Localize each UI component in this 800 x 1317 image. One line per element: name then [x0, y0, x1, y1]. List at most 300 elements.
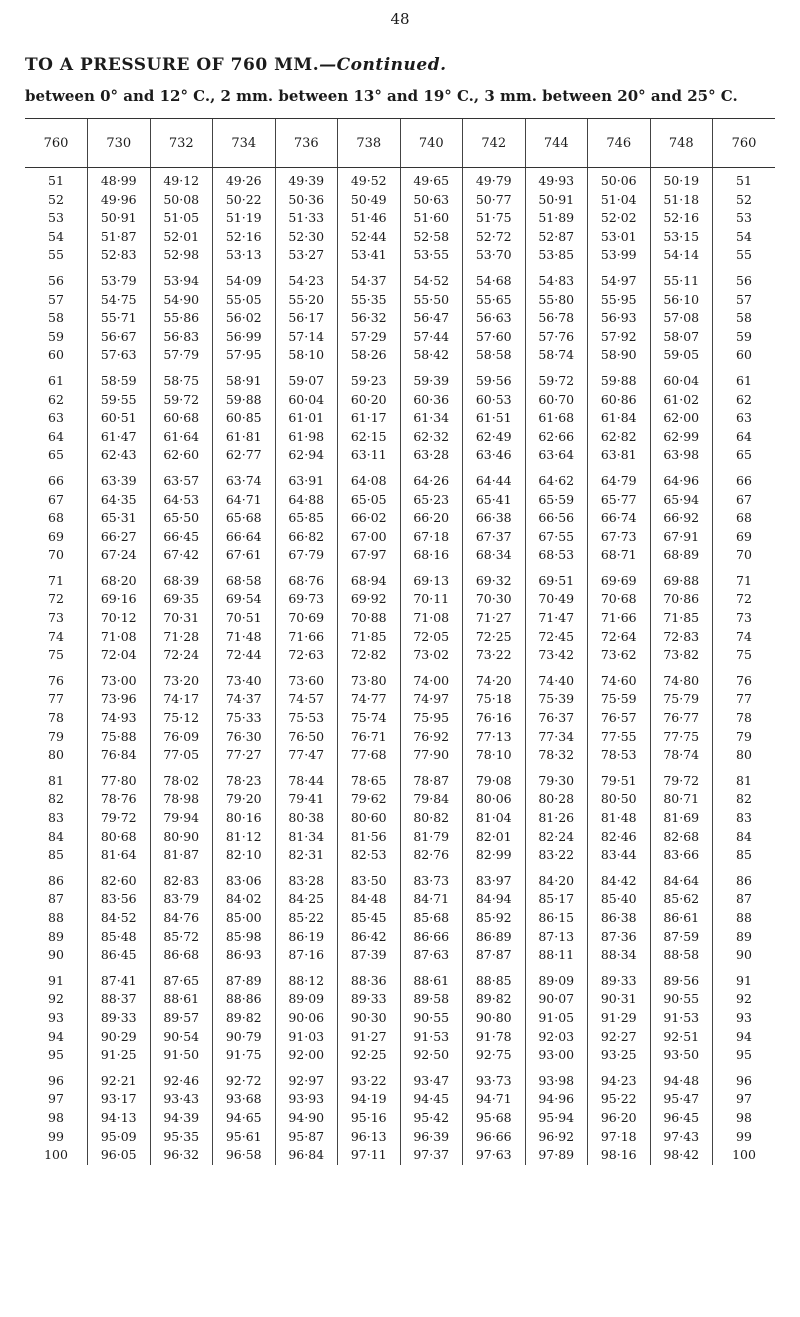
table-cell: 79·41 [275, 790, 338, 809]
table-cell: 50·77 [463, 191, 526, 210]
table-cell: 83·73 [400, 865, 463, 891]
table-cell: 51·87 [88, 228, 151, 247]
table-row [25, 168, 775, 191]
table-cell: 57·76 [525, 328, 588, 347]
row-label-cell: 77 [48, 691, 64, 707]
row-label-cell: 83 [713, 809, 776, 828]
table-cell: 83·50 [338, 865, 401, 891]
table-cell: 71·28 [150, 628, 213, 647]
table-cell: 65·31 [88, 509, 151, 528]
table-cell: 51·18 [650, 191, 713, 210]
table-row [25, 890, 775, 909]
table-row [25, 428, 775, 447]
row-label-cell: 91 [713, 965, 776, 991]
table-cell: 79·08 [463, 765, 526, 791]
table-row [25, 1065, 775, 1091]
table-cell: 71·08 [88, 628, 151, 647]
table-row [25, 746, 775, 765]
table-cell: 59·05 [650, 346, 713, 365]
table-cell: 89·82 [463, 990, 526, 1009]
column-header: 734 [213, 119, 276, 168]
table-cell: 62·43 [88, 446, 151, 465]
column-header: 738 [338, 119, 401, 168]
row-label-cell: 99 [713, 1128, 776, 1147]
table-cell: 58·74 [525, 346, 588, 365]
table-cell: 97·11 [338, 1146, 401, 1165]
table-cell: 93·43 [150, 1090, 213, 1109]
table-cell: 69·88 [650, 565, 713, 591]
table-cell: 97·18 [588, 1128, 651, 1147]
table-cell: 91·75 [213, 1046, 276, 1065]
table-cell: 69·13 [400, 565, 463, 591]
table-cell: 85·92 [463, 909, 526, 928]
table-cell: 80·68 [88, 828, 151, 847]
table-row [25, 491, 775, 510]
row-label-cell: 73 [713, 609, 776, 628]
table-cell: 88·61 [400, 965, 463, 991]
table-cell: 93·73 [463, 1065, 526, 1091]
table-cell: 60·04 [275, 391, 338, 410]
table-cell: 71·85 [338, 628, 401, 647]
column-header: 760 [713, 119, 776, 168]
table-cell: 71·47 [525, 609, 588, 628]
table-cell: 52·16 [650, 209, 713, 228]
table-cell: 72·64 [588, 628, 651, 647]
row-label-cell: 60 [713, 346, 776, 365]
table-cell: 79·30 [525, 765, 588, 791]
table-cell: 88·37 [88, 990, 151, 1009]
table-row [25, 909, 775, 928]
table-cell: 66·38 [463, 509, 526, 528]
table-cell: 66·56 [525, 509, 588, 528]
row-label-cell: 68 [48, 510, 64, 526]
table-cell: 82·83 [150, 865, 213, 891]
table-cell: 90·55 [400, 1009, 463, 1028]
table-cell: 86·93 [213, 946, 276, 965]
table-cell: 79·72 [650, 765, 713, 791]
table-cell: 93·17 [88, 1090, 151, 1109]
table-cell: 55·50 [400, 291, 463, 310]
table-cell: 75·12 [150, 709, 213, 728]
table-cell: 54·90 [150, 291, 213, 310]
table-row [25, 965, 775, 991]
table-cell: 49·93 [525, 168, 588, 191]
table-cell: 75·95 [400, 709, 463, 728]
table-cell: 56·17 [275, 309, 338, 328]
row-label-cell: 64 [48, 428, 64, 444]
table-cell: 52·58 [400, 228, 463, 247]
row-label-cell: 90 [713, 946, 776, 965]
table-row [25, 365, 775, 391]
table-cell: 52·02 [588, 209, 651, 228]
table-cell: 59·88 [213, 391, 276, 410]
title-continued: —Continued. [319, 55, 447, 75]
table-cell: 85·22 [275, 909, 338, 928]
table-cell: 82·46 [588, 828, 651, 847]
table-body [25, 168, 775, 1165]
table-row [25, 1146, 775, 1165]
table-cell: 91·53 [650, 1009, 713, 1028]
table-cell: 54·37 [338, 265, 401, 291]
table-cell: 91·03 [275, 1028, 338, 1047]
table-cell: 62·60 [150, 446, 213, 465]
table-cell: 91·05 [525, 1009, 588, 1028]
table-cell: 49·96 [88, 191, 151, 210]
table-row [25, 1109, 775, 1128]
table-cell: 77·47 [275, 746, 338, 765]
table-cell: 52·87 [525, 228, 588, 247]
table-row [25, 528, 775, 547]
row-label-cell: 56 [48, 272, 64, 288]
table-cell: 97·63 [463, 1146, 526, 1165]
row-label-cell: 79 [48, 728, 64, 744]
row-label-cell: 69 [48, 528, 64, 544]
table-cell: 55·71 [88, 309, 151, 328]
table-cell: 78·10 [463, 746, 526, 765]
table-cell: 73·96 [88, 690, 151, 709]
table-cell: 86·15 [525, 909, 588, 928]
table-row [25, 209, 775, 228]
table-cell: 54·83 [525, 265, 588, 291]
table-cell: 87·87 [463, 946, 526, 965]
row-label-cell: 51 [713, 168, 776, 191]
table-cell: 62·82 [588, 428, 651, 447]
row-label-cell: 54 [48, 228, 64, 244]
table-cell: 58·90 [588, 346, 651, 365]
table-cell: 89·56 [650, 965, 713, 991]
table-cell: 77·55 [588, 728, 651, 747]
table-row [25, 646, 775, 665]
table-cell: 63·64 [525, 446, 588, 465]
row-label-cell: 52 [713, 191, 776, 210]
table-cell: 73·02 [400, 646, 463, 665]
row-label-cell: 51 [48, 173, 64, 188]
table-cell: 92·46 [150, 1065, 213, 1091]
table-row [25, 846, 775, 865]
row-label-cell: 92 [713, 990, 776, 1009]
table-cell: 81·87 [150, 846, 213, 865]
table-row [25, 1046, 775, 1065]
row-label-cell: 57 [713, 291, 776, 310]
table-cell: 88·58 [650, 946, 713, 965]
table-cell: 92·27 [588, 1028, 651, 1047]
table-cell: 75·88 [88, 728, 151, 747]
table-cell: 73·00 [88, 665, 151, 691]
table-cell: 53·55 [400, 246, 463, 265]
table-cell: 78·23 [213, 765, 276, 791]
table-cell: 67·18 [400, 528, 463, 547]
table-row [25, 1128, 775, 1147]
table-cell: 84·20 [525, 865, 588, 891]
table-cell: 72·24 [150, 646, 213, 665]
table-cell: 51·19 [213, 209, 276, 228]
table-cell: 50·06 [588, 168, 651, 191]
table-row [25, 328, 775, 347]
table-cell: 52·83 [88, 246, 151, 265]
table-row [25, 228, 775, 247]
table-cell: 58·75 [150, 365, 213, 391]
table-cell: 59·39 [400, 365, 463, 391]
table-cell: 64·88 [275, 491, 338, 510]
table-row [25, 391, 775, 410]
row-label-cell: 98 [713, 1109, 776, 1128]
table-cell: 72·45 [525, 628, 588, 647]
table-cell: 59·23 [338, 365, 401, 391]
table-cell: 75·39 [525, 690, 588, 709]
table-cell: 58·91 [213, 365, 276, 391]
table-cell: 66·82 [275, 528, 338, 547]
table-row [25, 946, 775, 965]
table-cell: 81·56 [338, 828, 401, 847]
row-label-cell: 78 [713, 709, 776, 728]
row-label-cell: 95 [48, 1047, 64, 1063]
table-cell: 52·98 [150, 246, 213, 265]
table-cell: 80·28 [525, 790, 588, 809]
table-row [25, 546, 775, 565]
table-cell: 89·33 [588, 965, 651, 991]
table-cell: 51·04 [588, 191, 651, 210]
table-row [25, 765, 775, 791]
row-label-cell: 57 [48, 291, 64, 307]
table-cell: 96·92 [525, 1128, 588, 1147]
table-cell: 61·17 [338, 409, 401, 428]
table-cell: 60·53 [463, 391, 526, 410]
table-cell: 80·50 [588, 790, 651, 809]
table-cell: 65·05 [338, 491, 401, 510]
table-cell: 67·55 [525, 528, 588, 547]
table-cell: 63·57 [150, 465, 213, 491]
table-cell: 92·72 [213, 1065, 276, 1091]
row-label-cell: 73 [48, 610, 64, 626]
table-cell: 61·47 [88, 428, 151, 447]
table-cell: 66·92 [650, 509, 713, 528]
table-cell: 72·25 [463, 628, 526, 647]
subtitle: between 0° and 12° C., 2 mm. between 13° and 19° C., 3 mm. between 20° and 25° C. [25, 87, 738, 105]
table-cell: 65·41 [463, 491, 526, 510]
table-cell: 71·27 [463, 609, 526, 628]
table-cell: 69·69 [588, 565, 651, 591]
table-cell: 73·82 [650, 646, 713, 665]
table-row [25, 1028, 775, 1047]
table-cell: 58·07 [650, 328, 713, 347]
table-cell: 63·74 [213, 465, 276, 491]
table-cell: 59·55 [88, 391, 151, 410]
table-cell: 55·05 [213, 291, 276, 310]
column-header: 732 [150, 119, 213, 168]
table-cell: 50·22 [213, 191, 276, 210]
table-cell: 59·72 [525, 365, 588, 391]
table-cell: 80·38 [275, 809, 338, 828]
table-cell: 91·78 [463, 1028, 526, 1047]
table-cell: 54·09 [213, 265, 276, 291]
row-label-cell: 63 [713, 409, 776, 428]
table-cell: 56·93 [588, 309, 651, 328]
row-label-cell: 80 [48, 747, 64, 763]
table-cell: 72·04 [88, 646, 151, 665]
table-cell: 94·71 [463, 1090, 526, 1109]
row-label-cell: 70 [48, 547, 64, 563]
table-cell: 83·22 [525, 846, 588, 865]
table-cell: 80·82 [400, 809, 463, 828]
table-cell: 52·01 [150, 228, 213, 247]
table-cell: 71·66 [588, 609, 651, 628]
table-cell: 93·00 [525, 1046, 588, 1065]
table-cell: 50·49 [338, 191, 401, 210]
table-cell: 60·85 [213, 409, 276, 428]
row-label-cell: 89 [713, 928, 776, 947]
table-cell: 86·89 [463, 928, 526, 947]
table-cell: 65·85 [275, 509, 338, 528]
table-cell: 67·91 [650, 528, 713, 547]
table-cell: 63·81 [588, 446, 651, 465]
table-cell: 90·54 [150, 1028, 213, 1047]
table-cell: 67·42 [150, 546, 213, 565]
table-cell: 88·36 [338, 965, 401, 991]
row-label-cell: 62 [48, 391, 64, 407]
table-cell: 69·16 [88, 590, 151, 609]
table-cell: 94·45 [400, 1090, 463, 1109]
table-cell: 62·15 [338, 428, 401, 447]
table-cell: 84·76 [150, 909, 213, 928]
row-label-cell: 87 [713, 890, 776, 909]
table-cell: 53·01 [588, 228, 651, 247]
table-cell: 90·31 [588, 990, 651, 1009]
table-cell: 92·03 [525, 1028, 588, 1047]
table-cell: 64·26 [400, 465, 463, 491]
table-cell: 81·48 [588, 809, 651, 828]
table-cell: 58·42 [400, 346, 463, 365]
table-cell: 77·68 [338, 746, 401, 765]
row-label-cell: 68 [713, 509, 776, 528]
table-cell: 49·52 [338, 168, 401, 191]
table-cell: 63·98 [650, 446, 713, 465]
table-cell: 87·13 [525, 928, 588, 947]
table-cell: 93·98 [525, 1065, 588, 1091]
table-row [25, 928, 775, 947]
row-label-cell: 85 [713, 846, 776, 865]
table-cell: 48·99 [88, 168, 151, 191]
row-label-cell: 70 [713, 546, 776, 565]
table-cell: 49·79 [463, 168, 526, 191]
table-cell: 56·02 [213, 309, 276, 328]
table-cell: 85·68 [400, 909, 463, 928]
pressure-table [25, 118, 775, 1165]
table-cell: 81·79 [400, 828, 463, 847]
table-cell: 73·42 [525, 646, 588, 665]
table-cell: 86·42 [338, 928, 401, 947]
row-label-cell: 53 [48, 210, 64, 226]
table-cell: 90·29 [88, 1028, 151, 1047]
table-cell: 58·26 [338, 346, 401, 365]
table-cell: 65·50 [150, 509, 213, 528]
row-label-cell: 69 [713, 528, 776, 547]
table-cell: 82·10 [213, 846, 276, 865]
table-cell: 87·39 [338, 946, 401, 965]
table-cell: 88·34 [588, 946, 651, 965]
row-label-cell: 79 [713, 728, 776, 747]
row-label-cell: 82 [48, 791, 64, 807]
table-cell: 53·13 [213, 246, 276, 265]
table-cell: 56·67 [88, 328, 151, 347]
column-header: 740 [400, 119, 463, 168]
row-label-cell: 59 [713, 328, 776, 347]
table-cell: 94·48 [650, 1065, 713, 1091]
table-cell: 61·01 [275, 409, 338, 428]
table-cell: 86·61 [650, 909, 713, 928]
table-cell: 87·59 [650, 928, 713, 947]
table-cell: 50·19 [650, 168, 713, 191]
table-cell: 66·02 [338, 509, 401, 528]
table-cell: 76·09 [150, 728, 213, 747]
table-cell: 91·53 [400, 1028, 463, 1047]
table-row [25, 728, 775, 747]
table-cell: 93·47 [400, 1065, 463, 1091]
table-row [25, 809, 775, 828]
table-cell: 70·11 [400, 590, 463, 609]
table-cell: 54·75 [88, 291, 151, 310]
table-cell: 75·33 [213, 709, 276, 728]
table-cell: 67·97 [338, 546, 401, 565]
table-cell: 62·77 [213, 446, 276, 465]
table-cell: 68·76 [275, 565, 338, 591]
table-cell: 90·30 [338, 1009, 401, 1028]
table-cell: 67·79 [275, 546, 338, 565]
table-cell: 82·76 [400, 846, 463, 865]
row-label-cell: 91 [48, 972, 64, 988]
table-cell: 89·57 [150, 1009, 213, 1028]
table-cell: 61·84 [588, 409, 651, 428]
table-cell: 51·33 [275, 209, 338, 228]
table-row [25, 265, 775, 291]
table-row [25, 409, 775, 428]
table-cell: 53·94 [150, 265, 213, 291]
table-cell: 49·12 [150, 168, 213, 191]
table-cell: 80·71 [650, 790, 713, 809]
table-cell: 66·64 [213, 528, 276, 547]
table-cell: 90·07 [525, 990, 588, 1009]
table-cell: 96·05 [88, 1146, 151, 1165]
table-cell: 76·92 [400, 728, 463, 747]
table-cell: 89·82 [213, 1009, 276, 1028]
table-cell: 72·44 [213, 646, 276, 665]
table-cell: 80·60 [338, 809, 401, 828]
table-cell: 94·90 [275, 1109, 338, 1128]
table-cell: 91·27 [338, 1028, 401, 1047]
row-label-cell: 89 [48, 928, 64, 944]
table-cell: 57·92 [588, 328, 651, 347]
row-label-cell: 53 [713, 209, 776, 228]
row-label-cell: 60 [48, 347, 64, 363]
table-cell: 87·89 [213, 965, 276, 991]
table-cell: 62·00 [650, 409, 713, 428]
table-row [25, 446, 775, 465]
row-label-cell: 63 [48, 410, 64, 426]
table-cell: 93·50 [650, 1046, 713, 1065]
table-row [25, 309, 775, 328]
row-label-cell: 52 [48, 191, 64, 207]
table-cell: 85·00 [213, 909, 276, 928]
table-cell: 96·45 [650, 1109, 713, 1128]
table-cell: 85·17 [525, 890, 588, 909]
table-cell: 88·86 [213, 990, 276, 1009]
table-cell: 83·56 [88, 890, 151, 909]
table-cell: 60·36 [400, 391, 463, 410]
table-cell: 68·71 [588, 546, 651, 565]
table-cell: 62·94 [275, 446, 338, 465]
table-cell: 79·94 [150, 809, 213, 828]
title-main: TO A PRESSURE OF 760 MM. [25, 55, 320, 75]
table-cell: 57·08 [650, 309, 713, 328]
